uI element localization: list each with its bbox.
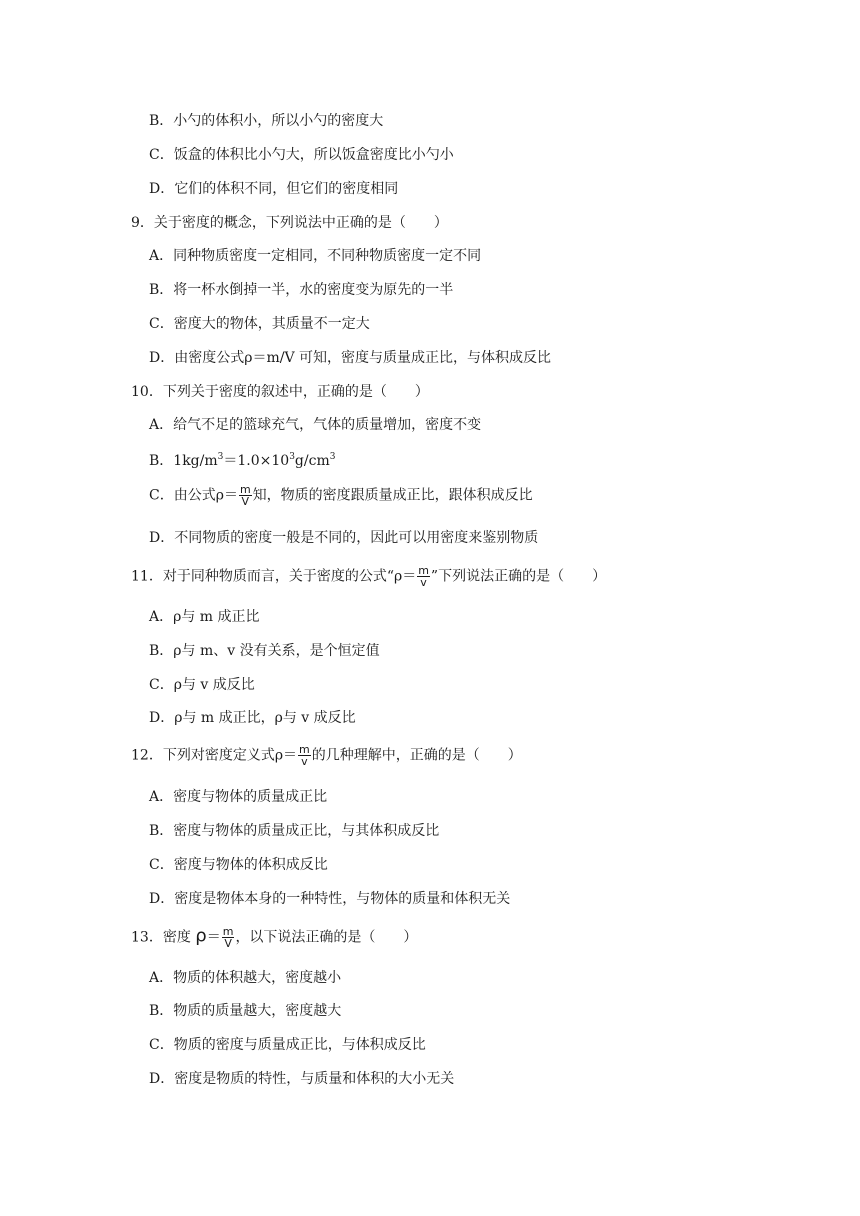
- q10-option-a: A．给气不足的篮球充气，气体的质量增加，密度不变: [149, 417, 482, 433]
- q12-option-c: C．密度与物体的体积成反比: [149, 857, 328, 873]
- question-10: 10．下列关于密度的叙述中，正确的是（ ）: [131, 384, 429, 400]
- question-12: [131, 744, 522, 767]
- q10c-text-post: 知，物质的密度跟质量成正比，跟体积成反比: [252, 487, 533, 504]
- q9-option-c: C．密度大的物体，其质量不一定大: [149, 316, 370, 332]
- q9-option-b: B．将一杯水倒掉一半，水的密度变为原先的一半: [149, 282, 454, 298]
- question-13: [131, 926, 417, 949]
- q13-option-c: C．物质的密度与质量成正比，与体积成反比: [149, 1037, 426, 1053]
- q10-option-b: [149, 451, 335, 473]
- q10c-text-pre: C．由公式ρ＝: [149, 487, 238, 504]
- q12-option-a: A．密度与物体的质量成正比: [149, 789, 328, 805]
- q11-option-b: B．ρ与 m、v 没有关系，是个恒定值: [149, 643, 380, 659]
- fraction-numerator: m: [299, 743, 310, 756]
- q13-text-pre: 13．密度: [131, 929, 191, 946]
- q11-option-a: A．ρ与 m 成正比: [149, 609, 260, 625]
- option-b-prev: B．小勺的体积小，所以小勺的密度大: [149, 113, 384, 129]
- fraction-denominator: v: [301, 755, 308, 768]
- q10b-text-3: g/cm: [294, 453, 330, 469]
- q11-fraction: [417, 565, 430, 588]
- q10b-text-2: ＝1.0×10: [223, 453, 290, 469]
- fraction-denominator: V: [224, 937, 232, 950]
- equals-sign: ＝: [206, 929, 221, 946]
- q13-option-d: D．密度是物质的特性，与质量和体积的大小无关: [149, 1071, 455, 1087]
- q11-text-post: ”下列说法正确的是（ ）: [430, 568, 607, 585]
- fraction-numerator: m: [418, 564, 429, 577]
- q10-option-d: D．不同物质的密度一般是不同的，因此可以用密度来鉴别物质: [149, 530, 539, 546]
- rho-symbol: ρ: [195, 925, 207, 947]
- q9-option-d: D．由密度公式ρ＝m/V 可知，密度与质量成正比，与体积成反比: [149, 350, 552, 366]
- fraction-numerator: m: [222, 925, 234, 938]
- q11-option-c: C．ρ与 v 成反比: [149, 677, 255, 693]
- fraction-numerator: m: [239, 483, 251, 496]
- q12-option-b: B．密度与物体的质量成正比，与其体积成反比: [149, 823, 440, 839]
- q13-option-a: A．物质的体积越大，密度越小: [149, 970, 342, 986]
- q13-option-b: B．物质的质量越大，密度越大: [149, 1003, 342, 1019]
- q10b-sup-2: 3: [289, 452, 295, 462]
- q10c-fraction: [239, 484, 252, 507]
- q10b-text-1: B．1kg/m: [149, 453, 218, 469]
- q12-text-post: 的几种理解中，正确的是（ ）: [311, 747, 522, 764]
- option-d-prev: D．它们的体积不同，但它们的密度相同: [149, 181, 399, 197]
- fraction-denominator: V: [241, 495, 250, 508]
- q11-text-pre: 11．对于同种物质而言，关于密度的公式“ρ＝: [131, 568, 417, 585]
- option-c-prev: C．饭盒的体积比小勺大，所以饭盒密度比小勺小: [149, 147, 454, 163]
- q10b-sup-1: 3: [217, 452, 224, 462]
- q12-option-d: D．密度是物体本身的一种特性，与物体的质量和体积无关: [149, 891, 511, 907]
- q9-option-a: A．同种物质密度一定相同，不同种物质密度一定不同: [149, 248, 482, 264]
- q10b-sup-3: 3: [329, 452, 336, 462]
- question-9: 9．关于密度的概念，下列说法中正确的是（ ）: [131, 215, 448, 231]
- q13-fraction: [222, 926, 235, 949]
- question-11: [131, 565, 606, 588]
- fraction-denominator: v: [420, 576, 427, 589]
- q12-fraction: [298, 744, 311, 767]
- q13-text-post: ，以下说法正确的是（ ）: [235, 929, 418, 946]
- q10-option-c: [149, 484, 533, 507]
- q11-option-d: D．ρ与 m 成正比，ρ与 v 成反比: [149, 710, 356, 726]
- q12-text-pre: 12．下列对密度定义式ρ＝: [131, 747, 298, 764]
